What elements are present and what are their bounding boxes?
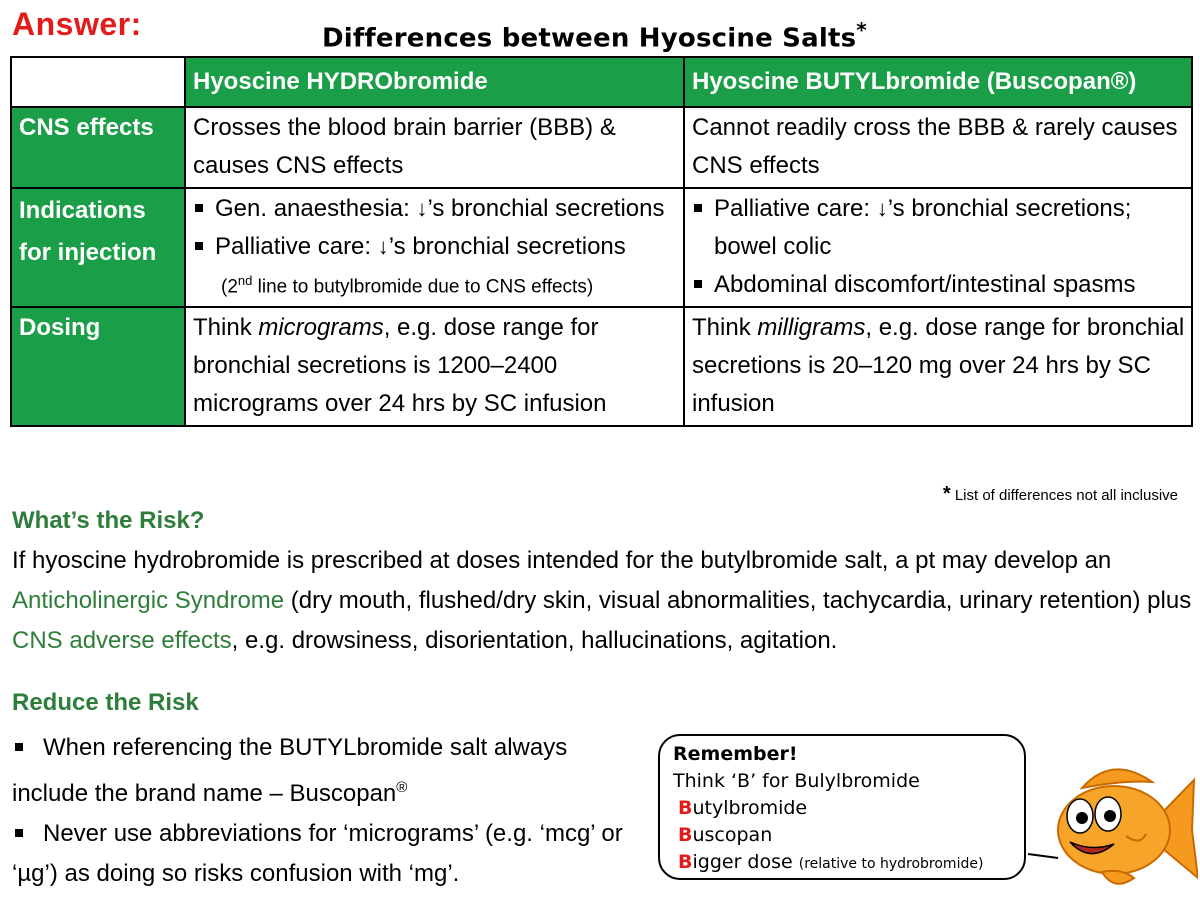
bubble-line: Butylbromide: [678, 797, 808, 819]
remember-speech-bubble: [658, 734, 1026, 880]
bubble-title: Remember!: [673, 743, 798, 765]
title-text: Differences between Hyoscine Salts: [322, 23, 857, 54]
row-header-cns: CNS effects: [11, 107, 185, 188]
list-item: Palliative care: ↓’s bronchial secretions: [193, 228, 677, 266]
cell-cns-hydro: Crosses the blood brain barrier (BBB) & causes CNS effects: [185, 107, 684, 188]
cell-ind-butyl: [684, 188, 1192, 307]
table-row: [11, 107, 1192, 188]
table-row: [11, 188, 1192, 307]
down-arrow-icon: ↓: [416, 196, 428, 221]
cell-ind-hydro: [185, 188, 684, 307]
cns-adverse-effects-link: CNS adverse effects: [12, 627, 232, 654]
risk-paragraph: If hyoscine hydrobromide is prescribed at doses intended for the butylbromide salt, a pt may develop an Anticholinergic Syndrome (dry mouth, flushed/dry skin, visual abnormalities, tachycardia, urinary retention) plus CNS adverse effects, e.g. drowsiness, disorientation, hallucinations, agitation.: [12, 547, 1192, 654]
down-arrow-icon: ↓: [876, 196, 888, 221]
reduce-heading: Reduce the Risk: [12, 689, 199, 716]
table-footnote: * List of differences not all inclusive: [942, 483, 1178, 505]
list-item: When referencing the BUTYLbromide salt always include the brand name – Buscopan®: [12, 734, 568, 807]
table-row: [11, 307, 1192, 426]
bullet-icon: [15, 829, 23, 837]
row-header-indications: Indications for injection: [11, 188, 185, 307]
bubble-line: Buscopan: [678, 824, 773, 846]
list-item: Palliative care: ↓’s bronchial secretions; bowel colic: [692, 190, 1185, 266]
col-header-hydrobromide: Hyoscine HYDRObromide: [185, 57, 684, 107]
cell-cns-butyl: Cannot readily cross the BBB & rarely causes CNS effects: [684, 107, 1192, 188]
corner-cell: [11, 57, 185, 107]
bubble-line: Think ‘B’ for Bulylbromide: [673, 770, 920, 792]
col-header-butylbromide: Hyoscine BUTYLbromide (Buscopan®): [684, 57, 1192, 107]
bubble-line: Bigger dose (relative to hydrobromide): [678, 851, 984, 873]
cell-dose-butyl: Think milligrams, e.g. dose range for bronchial secretions is 20–120 mg over 24 hrs by SC infusion: [684, 307, 1192, 426]
list-item: Never use abbreviations for ‘micrograms’ (e.g. ‘mcg’ or ‘µg’) as doing so risks confusion with ‘mg’.: [12, 820, 623, 887]
second-line-note: (2nd line to butylbromide due to CNS effects): [221, 273, 594, 298]
comparison-table: [10, 56, 1193, 427]
answer-label: Answer:: [12, 6, 142, 42]
risk-heading: What’s the Risk?: [12, 507, 205, 534]
cell-dose-hydro: Think micrograms, e.g. dose range for bronchial secretions is 1200–2400 micrograms over 24 hrs by SC infusion: [185, 307, 684, 426]
goldfish-icon: [1022, 760, 1198, 895]
list-item: Gen. anaesthesia: ↓’s bronchial secretions: [193, 190, 677, 228]
row-header-dosing: Dosing: [11, 307, 185, 426]
reduce-list: [12, 728, 632, 894]
list-item: Abdominal discomfort/intestinal spasms: [692, 266, 1185, 304]
table-header-row: [11, 57, 1192, 107]
title-footnote-mark: *: [856, 18, 867, 42]
down-arrow-icon: ↓: [377, 234, 389, 259]
page-title: [322, 18, 867, 54]
bullet-icon: [15, 743, 23, 751]
anticholinergic-syndrome-link: Anticholinergic Syndrome: [12, 587, 285, 614]
